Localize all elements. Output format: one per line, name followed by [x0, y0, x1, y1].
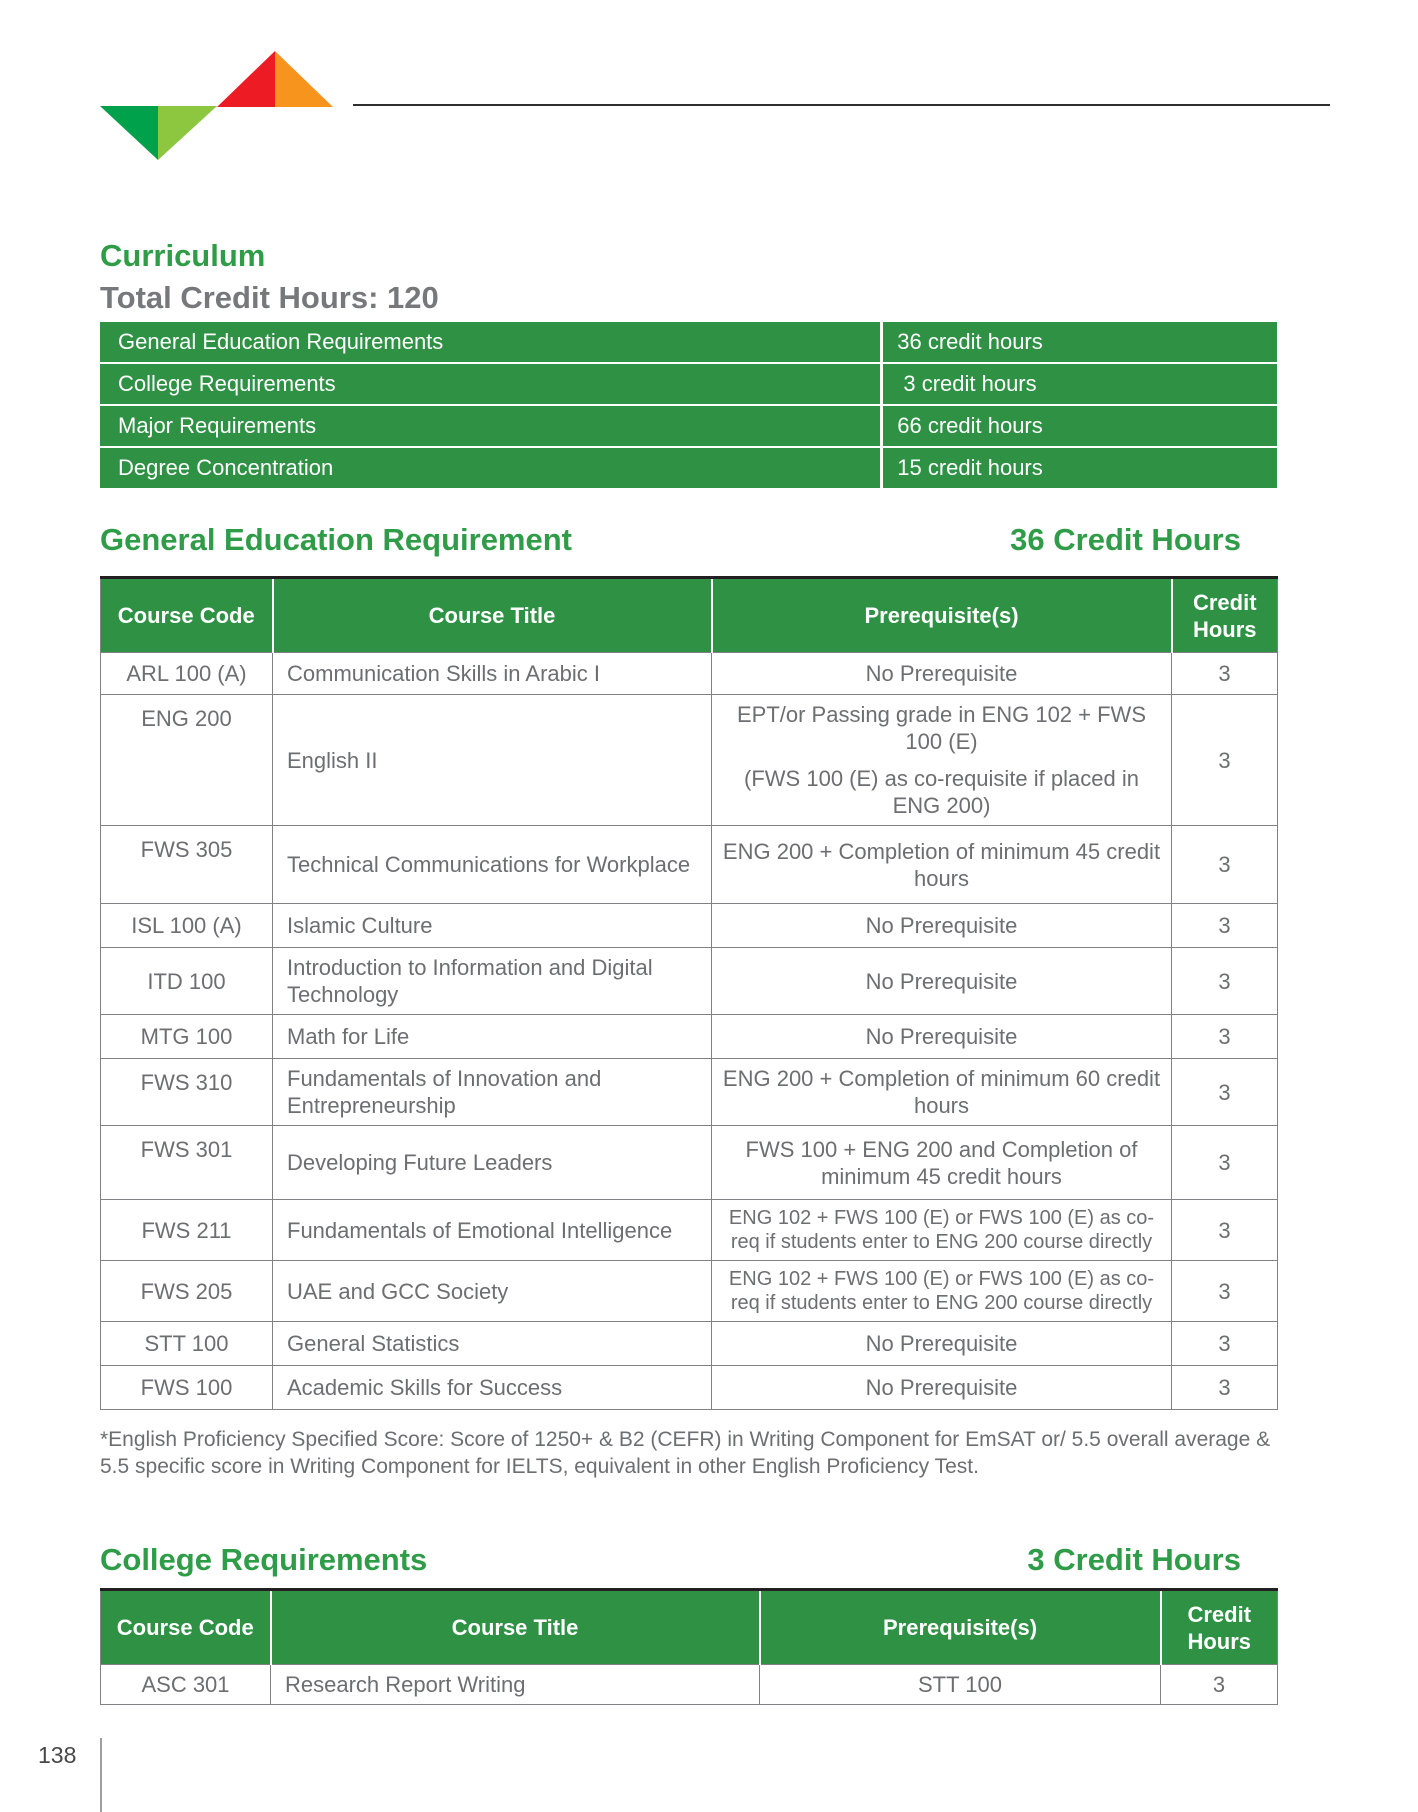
course-row [101, 1126, 1278, 1200]
course-prerequisites [712, 695, 1172, 826]
summary-label: Degree Concentration [100, 448, 883, 488]
table-header-row [101, 1590, 1278, 1665]
table-header-row [101, 578, 1278, 653]
summary-label: College Requirements [100, 364, 883, 404]
course-code: ARL 100 (A) [101, 653, 273, 695]
section-heading: College Requirements [100, 1542, 428, 1577]
course-row [101, 695, 1278, 826]
total-credit-hours: Total Credit Hours: 120 [100, 280, 439, 315]
column-header: Prerequisite(s) [712, 578, 1172, 653]
course-prerequisites [712, 1322, 1172, 1366]
course-prerequisites [712, 826, 1172, 904]
prerequisite-line: No Prerequisite [865, 661, 1018, 686]
course-row [101, 1261, 1278, 1322]
prerequisite-line: ENG 200 + Completion of minimum 60 credit hours [722, 1066, 1161, 1118]
prerequisite-line: No Prerequisite [865, 968, 1018, 994]
course-credit-hours: 3 [1172, 904, 1278, 948]
course-row [101, 904, 1278, 948]
course-title: Developing Future Leaders [273, 1126, 712, 1200]
college-requirements-table [100, 1588, 1278, 1705]
page-title: Curriculum [100, 238, 266, 273]
college-requirements-heading-row [100, 1542, 1277, 1578]
course-row [101, 1366, 1278, 1410]
course-prerequisites [712, 1366, 1172, 1410]
course-prerequisites [712, 1126, 1172, 1200]
course-prerequisites [712, 1015, 1172, 1059]
summary-row [100, 406, 1277, 446]
column-header: Prerequisite(s) [760, 1590, 1161, 1665]
column-header: Course Title [273, 578, 712, 653]
summary-table [100, 322, 1277, 488]
course-code: STT 100 [101, 1322, 273, 1366]
course-prerequisites [712, 1200, 1172, 1261]
course-title: Fundamentals of Innovation and Entrepreneurship [273, 1059, 712, 1126]
course-prerequisites [712, 653, 1172, 695]
column-header: Course Code [101, 578, 273, 653]
course-credit-hours: 3 [1172, 1015, 1278, 1059]
course-title: Islamic Culture [273, 904, 712, 948]
course-row [101, 1665, 1278, 1705]
course-code: FWS 305 [101, 826, 273, 904]
summary-row [100, 364, 1277, 404]
summary-value: 3 credit hours [903, 371, 1037, 396]
column-header: Course Title [271, 1590, 760, 1665]
section-credit-hours: 3 Credit Hours [1027, 1542, 1241, 1577]
summary-row [100, 322, 1277, 362]
course-title: Technical Communications for Workplace [273, 826, 712, 904]
course-row [101, 826, 1278, 904]
course-credit-hours: 3 [1172, 1322, 1278, 1366]
course-prerequisites [712, 948, 1172, 1015]
course-prerequisites [712, 1059, 1172, 1126]
summary-row [100, 448, 1277, 488]
prerequisite-line: STT 100 [918, 1672, 1002, 1697]
prerequisite-line: No Prerequisite [865, 913, 1018, 938]
course-title: Math for Life [273, 1015, 712, 1059]
summary-value: 15 credit hours [897, 455, 1043, 480]
section-credit-hours: 36 Credit Hours [1010, 522, 1241, 557]
course-title: UAE and GCC Society [273, 1261, 712, 1322]
course-credit-hours: 3 [1172, 826, 1278, 904]
course-code: FWS 100 [101, 1366, 273, 1410]
course-row [101, 653, 1278, 695]
prerequisite-line: EPT/or Passing grade in ENG 102 + FWS 100 (E) [736, 702, 1146, 754]
course-prerequisites [712, 904, 1172, 948]
course-title: General Statistics [273, 1322, 712, 1366]
course-credit-hours: 3 [1172, 1200, 1278, 1261]
general-education-heading-row [100, 522, 1277, 558]
prerequisite-line: ENG 102 + FWS 100 (E) or FWS 100 (E) as co-req if students enter to ENG 200 course directly [728, 1268, 1155, 1314]
prerequisite-line: (FWS 100 (E) as co-requisite if placed in ENG 200) [744, 766, 1139, 818]
course-row [101, 1059, 1278, 1126]
course-code: ASC 301 [101, 1665, 271, 1705]
course-row [101, 1200, 1278, 1261]
column-header: Credit Hours [1161, 1590, 1278, 1665]
course-code: ENG 200 [101, 695, 273, 826]
column-header: Course Code [101, 1590, 271, 1665]
course-code: MTG 100 [101, 1015, 273, 1059]
prerequisite-line: No Prerequisite [865, 1375, 1018, 1400]
course-credit-hours: 3 [1172, 1261, 1278, 1322]
course-credit-hours: 3 [1161, 1665, 1278, 1705]
course-code: FWS 205 [101, 1261, 273, 1322]
course-title: English II [273, 695, 712, 826]
summary-value: 36 credit hours [897, 329, 1043, 354]
course-code: FWS 310 [101, 1059, 273, 1126]
course-code: ITD 100 [101, 948, 273, 1015]
course-code: FWS 301 [101, 1126, 273, 1200]
course-prerequisites [760, 1665, 1161, 1705]
section-heading: General Education Requirement [100, 522, 572, 557]
course-row [101, 1322, 1278, 1366]
summary-label: General Education Requirements [100, 322, 883, 362]
course-credit-hours: 3 [1172, 1126, 1278, 1200]
summary-label: Major Requirements [100, 406, 883, 446]
column-header: Credit Hours [1172, 578, 1278, 653]
course-prerequisites [712, 1261, 1172, 1322]
content-column [100, 0, 1277, 1705]
course-title: Introduction to Information and Digital Technology [273, 948, 712, 1015]
course-credit-hours: 3 [1172, 948, 1278, 1015]
prerequisite-line: No Prerequisite [865, 1331, 1018, 1356]
course-row [101, 1015, 1278, 1059]
prerequisite-line: FWS 100 + ENG 200 and Completion of minimum 45 credit hours [745, 1136, 1138, 1189]
course-credit-hours: 3 [1172, 1059, 1278, 1126]
prerequisite-line: No Prerequisite [865, 1024, 1018, 1049]
prerequisite-line: ENG 200 + Completion of minimum 45 credit hours [722, 838, 1161, 891]
summary-value: 66 credit hours [897, 413, 1043, 438]
course-credit-hours: 3 [1172, 695, 1278, 826]
course-title: Communication Skills in Arabic I [273, 653, 712, 695]
course-code: ISL 100 (A) [101, 904, 273, 948]
course-row [101, 948, 1278, 1015]
footer-rule [100, 1738, 102, 1812]
page-number: 138 [38, 1742, 77, 1768]
course-code: FWS 211 [101, 1200, 273, 1261]
general-education-table [100, 576, 1278, 1410]
course-credit-hours: 3 [1172, 1366, 1278, 1410]
course-title: Research Report Writing [271, 1665, 760, 1705]
course-credit-hours: 3 [1172, 653, 1278, 695]
course-title: Fundamentals of Emotional Intelligence [273, 1200, 712, 1261]
english-proficiency-footnote: *English Proficiency Specified Score: Score of 1250+ & B2 (CEFR) in Writing Component for EmSAT or/ 5.5 overall average & 5.5 specific score in Writing Component for IELTS, equivalent in other English Proficiency Test. [100, 1428, 1271, 1478]
course-title: Academic Skills for Success [273, 1366, 712, 1410]
prerequisite-line: ENG 102 + FWS 100 (E) or FWS 100 (E) as co-req if students enter to ENG 200 course directly [728, 1207, 1155, 1253]
